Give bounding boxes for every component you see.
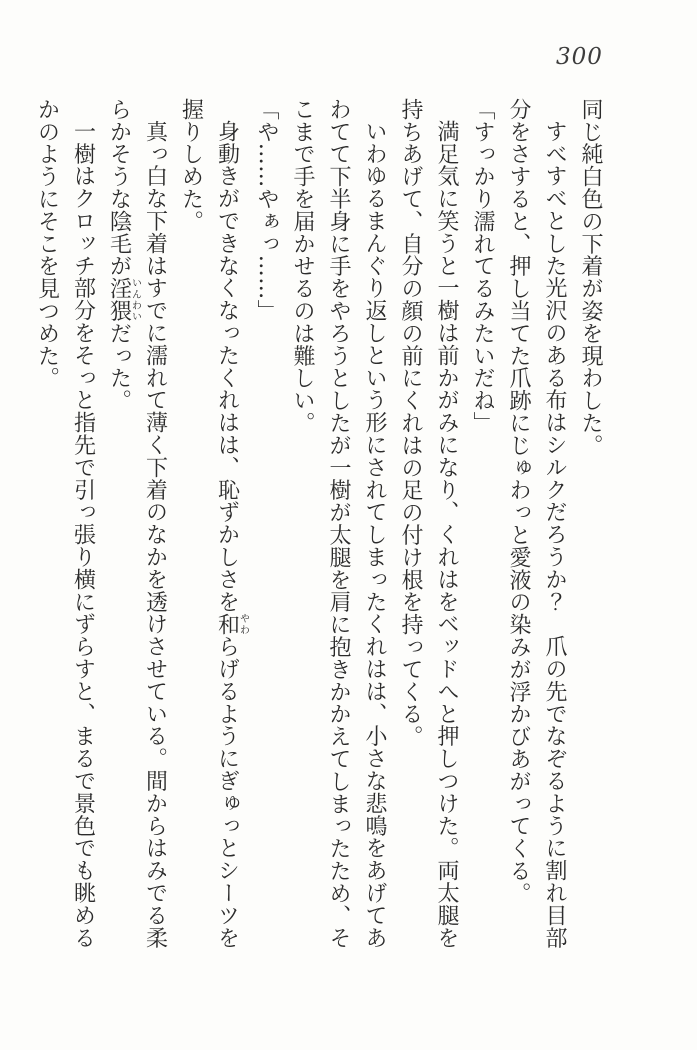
ruby-annotated-word: 和やわ: [214, 612, 249, 636]
novel-paragraph: 同じ純白色の下着が姿を現わした。: [578, 98, 603, 457]
novel-paragraph: いわゆるまんぐり返しという形にされてしまったくれはは、小さな悲鳴をあげてあわてて下半身に手をやろうとしたが一樹が太腿を肩に抱きかかえてしまったため、そこまで手を届かせるのは難しい。: [290, 98, 387, 950]
novel-paragraph: すべすべとした光沢のある布はシルクだろうか？ 爪の先でなぞるように割れ目部分をさすると、押し当てた爪跡にじゅわっと愛液の染みが浮かびあがってくる。: [506, 98, 567, 949]
ruby-annotated-word: 淫猥いんわい: [106, 277, 141, 323]
novel-paragraph: 満足気に笑うと一樹は前かがみになり、くれはをベッドへと押しつけた。両太腿を持ちあげて、自分の顔の前にくれはの足の付け根を持ってくる。: [398, 98, 459, 949]
novel-paragraph: 身動きができなくなったくれはは、恥ずかしさを和やわらげるようにぎゅっとシーツを握りしめた。: [178, 98, 249, 949]
novel-text-block: [28, 98, 608, 950]
novel-paragraph: 真っ白な下着はすでに濡れて薄く下着のなかを透けさせている。間からはみでる柔らかそうな陰毛が淫猥いんわいだった。: [106, 98, 168, 949]
dialogue-line: 「すっかり濡れてるみたいだね」: [470, 98, 495, 434]
novel-paragraph: 一樹はクロッチ部分をそっと指先で引っ張り横にずらすと、まるで景色でも眺めるかのようにそこを見つめた。: [34, 98, 96, 949]
dialogue-line: 「や……やぁっ……」: [254, 98, 279, 322]
page-number: 300: [556, 44, 603, 70]
